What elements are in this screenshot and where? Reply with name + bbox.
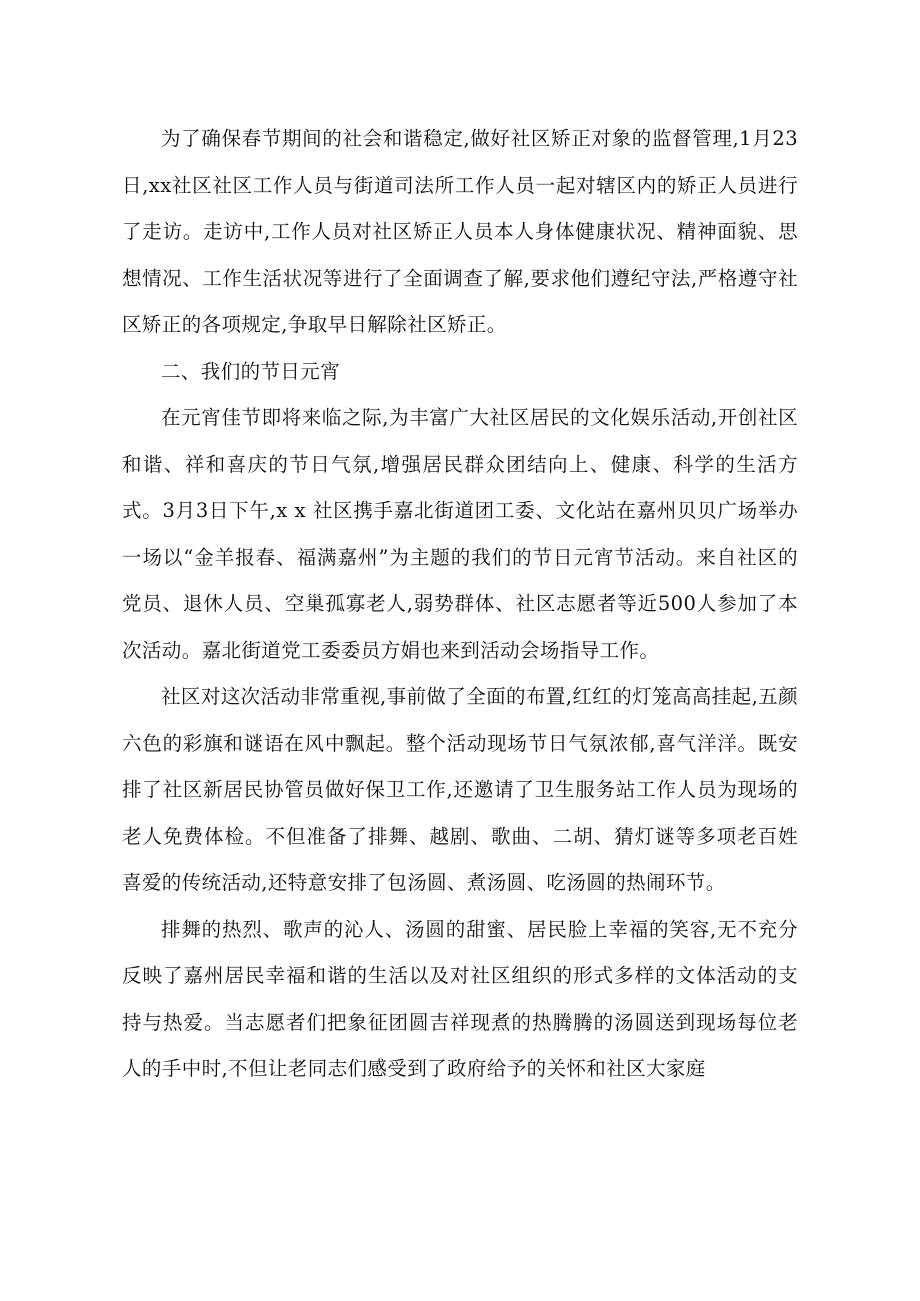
document-body (122, 116, 798, 1093)
paragraph-event-preparation: 社区对这次活动非常重视,事前做了全面的布置,红红的灯笼高高挂起,五颜六色的彩旗和谜语在风中飘起。整个活动现场节日气氛浓郁,喜气洋洋。既安排了社区新居民协管员做好保卫工作,还邀请了卫生服务站工作人员为现场的老人免费体检。不但准备了排舞、越剧、歌曲、二胡、猜灯谜等多项老百姓喜爱的传统活动,还特意安排了包汤圆、煮汤圆、吃汤圆的热闹环节。 (122, 685, 798, 894)
paragraph-event-atmosphere: 排舞的热烈、歌声的沁人、汤圆的甜蜜、居民脸上幸福的笑容,无不充分反映了嘉州居民幸福和谐的生活以及对社区组织的形式多样的文体活动的支持与热爱。当志愿者们把象征团圆吉祥现煮的热腾腾的汤圆送到现场每位老人的手中时,不但让老同志们感受到了政府给予的关怀和社区大家庭 (122, 917, 798, 1080)
paragraph-lantern-event: 在元宵佳节即将来临之际,为丰富广大社区居民的文化娱乐活动,开创社区和谐、祥和喜庆的节日气氛,增强居民群众团结向上、健康、科学的生活方式。3月3日下午,x x 社区携手嘉北街道团工委、文化站在嘉州贝贝广场举办一场以“金羊报春、福满嘉州”为主题的我们的节日元宵节活动。来自社区的党员、退休人员、空巢孤寡老人,弱势群体、社区志愿者等近500人参加了本次活动。嘉北街道党工委委员方娟也来到活动会场指导工作。 (122, 406, 798, 662)
paragraph-community-correction: 为了确保春节期间的社会和谐稳定,做好社区矫正对象的监督管理,1月23日,xx社区社区工作人员与街道司法所工作人员一起对辖区内的矫正人员进行了走访。走访中,工作人员对社区矫正人员本人身体健康状况、精神面貌、思想情况、工作生活状况等进行了全面调查了解,要求他们遵纪守法,严格遵守社区矫正的各项规定,争取早日解除社区矫正。 (122, 127, 798, 336)
section-heading-lantern-festival: 二、我们的节日元宵 (161, 359, 341, 383)
